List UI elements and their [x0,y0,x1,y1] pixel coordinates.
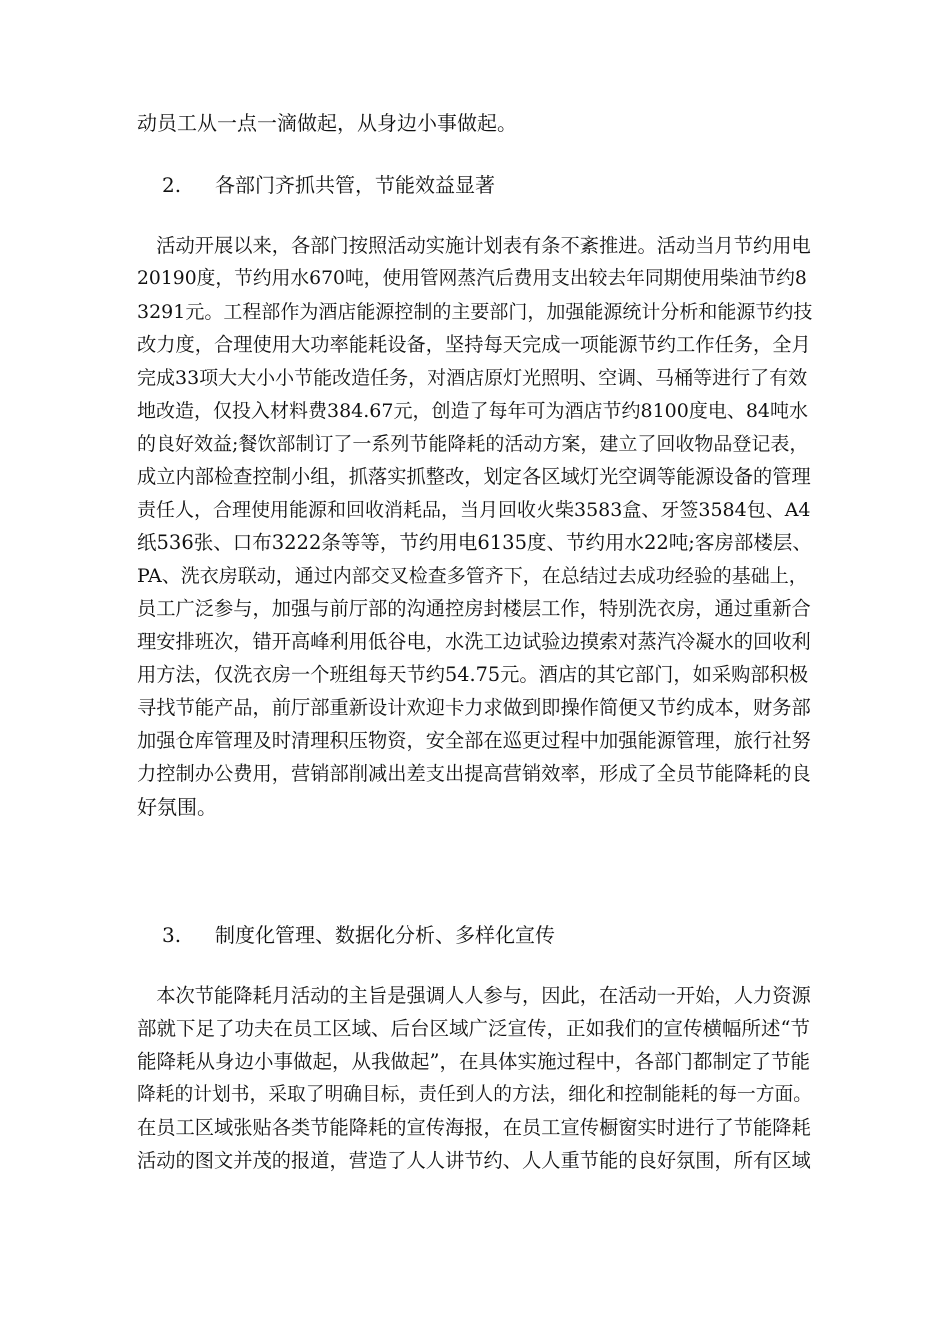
paragraph-line: PA、洗衣房联动，通过内部交叉检查多管齐下，在总结过去成功经验的基础上， [137,565,808,587]
paragraph-line: 3291元。工程部作为酒店能源控制的主要部门，加强能源统计分析和能源节约技 [137,301,813,323]
paragraph-line: 力控制办公费用，营销部削减出差支出提高营销效率，形成了全员节能降耗的良 [137,762,811,785]
paragraph-line: 好氛围。 [137,795,217,819]
paragraph-line: 改力度，合理使用大功率能耗设备，坚持每天完成一项能源节约工作任务，全月 [137,333,811,356]
paragraph-line: 能降耗从身边小事做起，从我做起”，在具体实施过程中，各部门都制定了节能 [137,1050,810,1073]
paragraph-line: 用方法，仅洗衣房一个班组每天节约54.75元。酒店的其它部门，如采购部积极 [137,663,809,686]
paragraph-line: 部就下足了功夫在员工区域、后台区域广泛宣传，正如我们的宣传横幅所述“节 [137,1017,810,1040]
paragraph-line: 活动开展以来，各部门按照活动实施计划表有条不紊推进。活动当月节约用电 [137,234,811,257]
paragraph-line: 降耗的计划书，采取了明确目标，责任到人的方法，细化和控制能耗的每一方面。 [137,1084,812,1105]
section-heading-3 [162,922,555,948]
paragraph-line: 完成33项大大小小节能改造任务，对酒店原灯光照明、空调、马桶等进行了有效 [137,367,808,389]
paragraph-line: 在员工区域张贴各类节能降耗的宣传海报，在员工宣传橱窗实时进行了节能降耗 [137,1116,811,1139]
paragraph-line: 责任人，合理使用能源和回收消耗品，当月回收火柴3583盒、牙签3584包、A4 [137,499,811,521]
paragraph-line: 活动的图文并茂的报道，营造了人人讲节约、人人重节能的良好氛围，所有区域 [137,1149,811,1172]
paragraph-line: 本次节能降耗月活动的主旨是强调人人参与，因此，在活动一开始，人力资源 [137,984,811,1007]
section-title: 制度化管理、数据化分析、多样化宣传 [215,923,555,947]
section-number: 2. [162,173,182,197]
paragraph-line: 的良好效益;餐饮部制订了一系列节能降耗的活动方案，建立了回收物品登记表， [137,433,809,455]
paragraph-line: 员工广泛参与，加强与前厅部的沟通控房封楼层工作，特别洗衣房，通过重新合 [137,597,811,620]
paragraph-line: 动员工从一点一滴做起，从身边小事做起。 [137,111,517,135]
section-number: 3. [162,923,182,947]
paragraph-line: 理安排班次，错开高峰利用低谷电，水洗工边试验边摸索对蒸汽冷凝水的回收利 [137,630,811,653]
section-title: 各部门齐抓共管，节能效益显著 [215,173,495,197]
paragraph-line: 地改造，仅投入材料费384.67元，创造了每年可为酒店节约8100度电、84吨水 [137,400,809,422]
paragraph-line: 20190度，节约用水670吨，使用管网蒸汽后费用支出较去年同期使用柴油节约8 [137,268,807,289]
paragraph-line: 加强仓库管理及时清理积压物资，安全部在巡更过程中加强能源管理，旅行社努 [137,729,811,752]
section-heading-2 [162,172,495,198]
paragraph-line: 成立内部检查控制小组，抓落实抓整改，划定各区域灯光空调等能源设备的管理 [137,465,811,488]
paragraph-line: 寻找节能产品，前厅部重新设计欢迎卡力求做到即操作简便又节约成本，财务部 [137,696,811,719]
paragraph-line: 纸536张、口布3222条等等，节约用电6135度、节约用水22吨;客房部楼层、 [137,531,812,554]
